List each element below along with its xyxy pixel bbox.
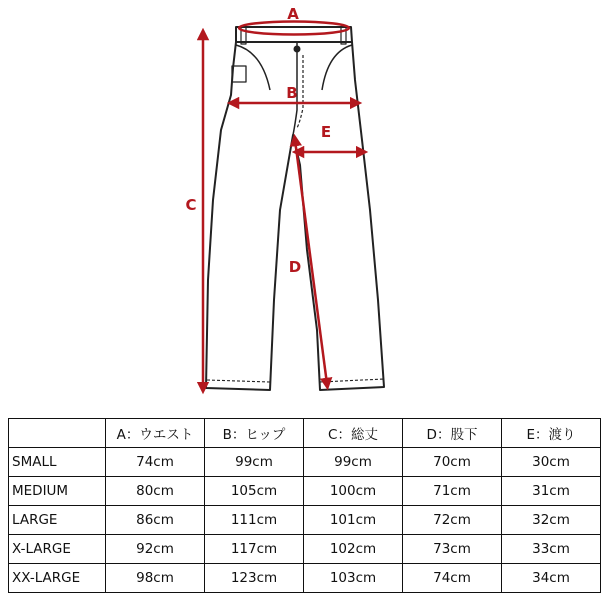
- table-cell: 102cm: [304, 535, 403, 564]
- header-cell-thigh: E：渡り: [502, 419, 601, 448]
- table-row: [9, 564, 601, 593]
- table-cell: 80cm: [106, 477, 205, 506]
- table-cell: 117cm: [205, 535, 304, 564]
- table-row: [9, 448, 601, 477]
- size-name: X-LARGE: [9, 535, 106, 564]
- header-cell-inseam: D：股下: [403, 419, 502, 448]
- table-cell: 31cm: [502, 477, 601, 506]
- table-cell: 105cm: [205, 477, 304, 506]
- table-cell: 98cm: [106, 564, 205, 593]
- table-header-row: [9, 419, 601, 448]
- header-cell: [9, 419, 106, 448]
- label-a: A: [287, 5, 299, 23]
- table-cell: 99cm: [205, 448, 304, 477]
- button-icon: [294, 46, 301, 53]
- table-row: [9, 506, 601, 535]
- label-b: B: [286, 84, 298, 102]
- size-name: SMALL: [9, 448, 106, 477]
- table-cell: 70cm: [403, 448, 502, 477]
- header-cell-waist: A：ウエスト: [106, 419, 205, 448]
- table-cell: 111cm: [205, 506, 304, 535]
- table-cell: 101cm: [304, 506, 403, 535]
- header-cell-total-length: C：総丈: [304, 419, 403, 448]
- table-cell: 34cm: [502, 564, 601, 593]
- table-cell: 74cm: [403, 564, 502, 593]
- header-cell-hip: B：ヒップ: [205, 419, 304, 448]
- table-cell: 103cm: [304, 564, 403, 593]
- measurement-lines: [203, 22, 362, 389]
- table-cell: 73cm: [403, 535, 502, 564]
- table-cell: 86cm: [106, 506, 205, 535]
- size-table: [8, 418, 601, 593]
- table-cell: 100cm: [304, 477, 403, 506]
- size-name: MEDIUM: [9, 477, 106, 506]
- table-cell: 33cm: [502, 535, 601, 564]
- label-d: D: [288, 258, 302, 276]
- size-name: LARGE: [9, 506, 106, 535]
- pants-outline: [206, 27, 384, 390]
- table-cell: 32cm: [502, 506, 601, 535]
- table-row: [9, 535, 601, 564]
- table-cell: 71cm: [403, 477, 502, 506]
- label-c: C: [185, 196, 197, 214]
- size-name: XX-LARGE: [9, 564, 106, 593]
- table-cell: 74cm: [106, 448, 205, 477]
- label-e: E: [320, 123, 332, 141]
- table-cell: 72cm: [403, 506, 502, 535]
- table-cell: 30cm: [502, 448, 601, 477]
- table-cell: 99cm: [304, 448, 403, 477]
- table-cell: 92cm: [106, 535, 205, 564]
- table-row: [9, 477, 601, 506]
- table-cell: 123cm: [205, 564, 304, 593]
